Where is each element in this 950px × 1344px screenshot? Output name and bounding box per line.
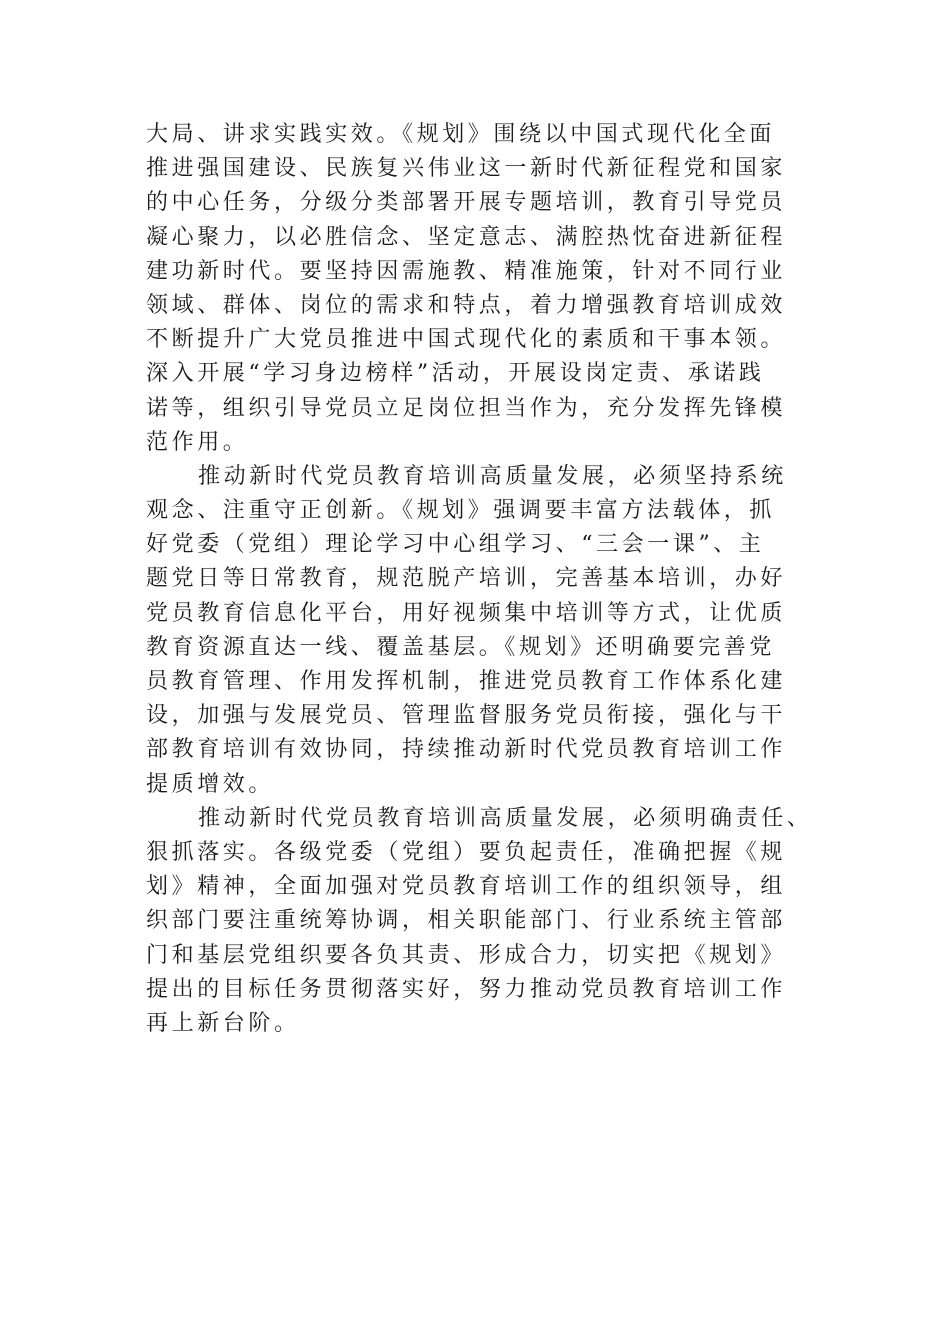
paragraph-1 [146, 118, 806, 460]
document-body [146, 118, 813, 1041]
text-line: 不断提升广大党员推进中国式现代化的素质和干事本领。 [146, 327, 787, 353]
text-line: 题党日等日常教育，规范脱产培训，完善基本培训，办好 [146, 566, 787, 592]
text-line: 凝心聚力，以必胜信念、坚定意志、满腔热忱奋进新征程 [146, 224, 787, 250]
text-line: 领域、群体、岗位的需求和特点，着力增强教育培训成效 [146, 292, 787, 318]
text-line: 划》精神，全面加强对党员教育培训工作的组织领导，组 [146, 874, 787, 900]
text-line: 大局、讲求实践实效。《规划》围绕以中国式现代化全面 [146, 122, 776, 147]
paragraph-2 [146, 460, 806, 802]
text-line: 范作用。 [146, 429, 249, 455]
text-line: 推进强国建设、民族复兴伟业这一新时代新征程党和国家 [146, 156, 787, 182]
text-line: 部教育培训有效协同，持续推动新时代党员教育培训工作 [146, 737, 787, 763]
text-line: 提质增效。 [146, 771, 275, 797]
text-line: 狠抓落实。各级党委（党组）要负起责任，准确把握《规 [146, 839, 787, 865]
text-line: 教育资源直达一线、覆盖基层。《规划》还明确要完善党 [146, 634, 776, 660]
text-line: 门和基层党组织要各负其责、形成合力，切实把《规划》 [146, 942, 787, 968]
text-line: 党员教育信息化平台，用好视频集中培训等方式，让优质 [146, 600, 787, 626]
text-line: 织部门要注重统筹协调，相关职能部门、行业系统主管部 [146, 908, 787, 934]
text-line: 员教育管理、作用发挥机制，推进党员教育工作体系化建 [146, 669, 787, 694]
text-line: 深入开展“学习身边榜样”活动，开展设岗定责、承诺践 [146, 361, 765, 387]
text-line: 再上新台阶。 [146, 1010, 300, 1036]
text-line: 好党委（党组）理论学习中心组学习、“三会一课”、主 [146, 532, 765, 558]
text-line: 提出的目标任务贯彻落实好，努力推动党员教育培训工作 [146, 976, 787, 1002]
text-line: 的中心任务，分级分类部署开展专题培训，教育引导党员 [146, 190, 787, 216]
paragraph-3 [146, 802, 813, 1041]
text-line: 设，加强与发展党员、管理监督服务党员衔接，强化与干 [146, 703, 787, 729]
text-line: 建功新时代。要坚持因需施教、精准施策，针对不同行业 [146, 258, 787, 284]
text-line: 诺等，组织引导党员立足岗位担当作为，充分发挥先锋模 [146, 395, 787, 421]
text-line: 观念、注重守正创新。《规划》强调要丰富方法载体，抓 [146, 498, 776, 524]
text-line-indented: 推动新时代党员教育培训高质量发展，必须坚持系统 [198, 463, 787, 489]
text-line-indented: 推动新时代党员教育培训高质量发展，必须明确责任、 [198, 805, 813, 831]
